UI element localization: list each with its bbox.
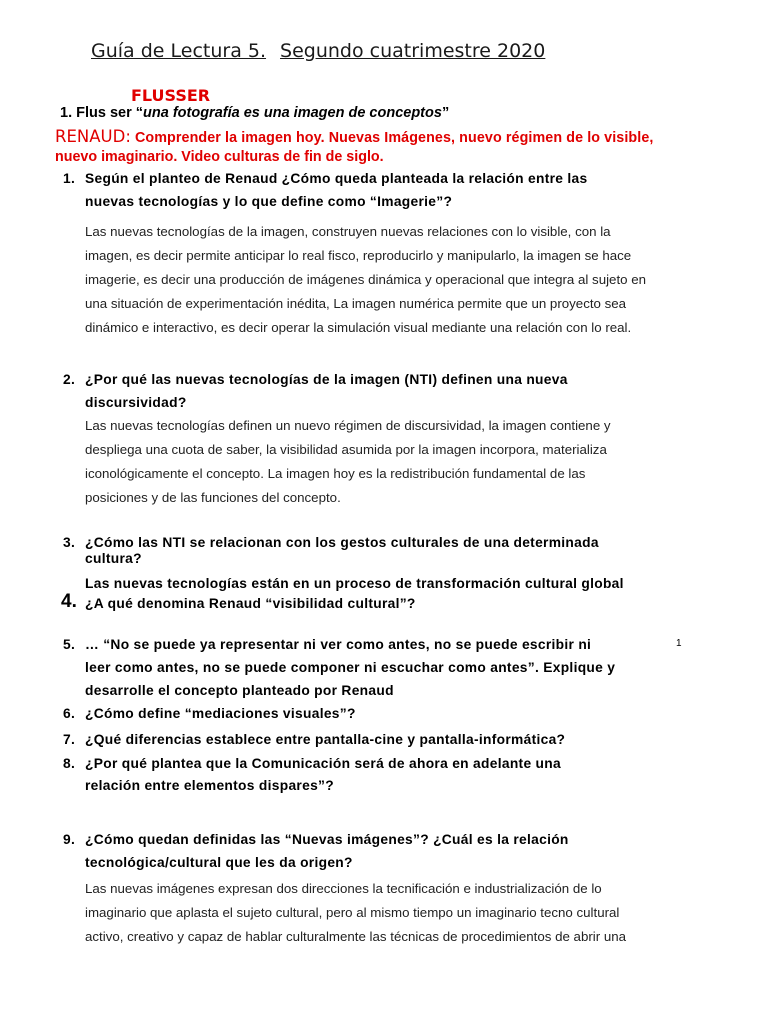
page-number: 1: [676, 638, 682, 649]
q1-line1: Según el planteo de Renaud ¿Cómo queda planteada la relación entre las: [85, 171, 588, 186]
q2-line1: ¿Por qué las nuevas tecnologías de la imagen (NTI) definen una nueva: [85, 372, 568, 387]
q2-line2: discursividad?: [85, 395, 187, 410]
renaud-colon: :: [125, 127, 131, 146]
flusser-q-num: 1.: [60, 105, 73, 121]
q6-line1: ¿Cómo define “mediaciones visuales”?: [85, 706, 356, 721]
q5-line2: leer como antes, no se puede componer ni escuchar como antes”. Explique y: [85, 660, 616, 675]
q4-line1: ¿A qué denomina Renaud “visibilidad cultural”?: [85, 596, 416, 611]
q5-number: 5.: [63, 637, 76, 652]
title-guide: Guía de Lectura 5.: [91, 40, 267, 62]
q9-number: 9.: [63, 832, 76, 847]
q7-number: 7.: [63, 732, 76, 747]
q1-line2: nuevas tecnologías y lo que define como “Imagerie”?: [85, 194, 453, 209]
renaud-heading: [55, 127, 653, 146]
page-title: [91, 40, 545, 62]
a1-line3: imagerie, es decir una producción de imágenes dinámica y operacional que integra al sujeto en: [85, 272, 647, 287]
a9-line2: imaginario que aplasta el sujeto cultural, pero al mismo tiempo un imaginario tecno cultural: [85, 905, 620, 920]
q8-line2: relación entre elementos dispares”?: [85, 778, 334, 793]
q9-line2: tecnológica/cultural que les da origen?: [85, 855, 353, 870]
flusser-heading: FLUSSER: [131, 86, 211, 105]
q6-number: 6.: [63, 706, 76, 721]
a9-line3: activo, creativo y capaz de hablar culturalmente las técnicas de procedimientos de abrir una: [85, 929, 627, 944]
a2-line3: iconológicamente el concepto. La imagen hoy es la redistribución fundamental de las: [85, 466, 586, 481]
q8-number: 8.: [63, 756, 76, 771]
renaud-subtitle-2: nuevo imaginario. Video culturas de fin de siglo.: [55, 149, 384, 165]
a2-line4: posiciones y de las funciones del concepto.: [85, 490, 341, 505]
q1-number: 1.: [63, 171, 76, 186]
a1-line5: dinámico e interactivo, es decir operar la simulación visual mediante una relación con lo real.: [85, 320, 632, 335]
q3-line2: cultura?: [85, 551, 142, 566]
a3-text: Las nuevas tecnologías están en un proceso de transformación cultural global: [85, 576, 624, 591]
q3-line1: ¿Cómo las NTI se relacionan con los gestos culturales de una determinada: [85, 535, 599, 550]
a2-line1: Las nuevas tecnologías definen un nuevo régimen de discursividad, la imagen contiene y: [85, 418, 611, 433]
q4-number: 4.: [61, 591, 77, 612]
a1-line2: imagen, es decir permite anticipar lo real fisco, reproducirlo y manipularlo, la imagen se hace: [85, 248, 632, 263]
a9-line1: Las nuevas imágenes expresan dos direcciones la tecnificación e industrialización de lo: [85, 881, 602, 896]
q2-number: 2.: [63, 372, 76, 387]
q5-line1: … “No se puede ya representar ni ver como antes, no se puede escribir ni: [85, 637, 592, 652]
flusser-q-italic: una fotografía es una imagen de conceptos: [143, 105, 442, 121]
flusser-q-prefix: Flus ser “: [76, 105, 144, 121]
renaud-subtitle-1: Comprender la imagen hoy. Nuevas Imágenes, nuevo régimen de lo visible,: [130, 130, 654, 146]
flusser-q-suffix: ”: [441, 105, 450, 121]
renaud-label: RENAUD: [55, 127, 126, 146]
q5-line3: desarrolle el concepto planteado por Renaud: [85, 683, 394, 698]
q3-number: 3.: [63, 535, 76, 550]
q8-line1: ¿Por qué plantea que la Comunicación será de ahora en adelante una: [85, 756, 561, 771]
a1-line4: una situación de experimentación inédita, La imagen numérica permite que un proyecto sea: [85, 296, 627, 311]
a2-line2: despliega una cuota de saber, la visibilidad asumida por la imagen incorpora, materializa: [85, 442, 607, 457]
q7-line1: ¿Qué diferencias establece entre pantalla-cine y pantalla-informática?: [85, 732, 566, 747]
title-semester: Segundo cuatrimestre 2020: [280, 40, 546, 62]
a1-line1: Las nuevas tecnologías de la imagen, construyen nuevas relaciones con lo visible, con la: [85, 224, 611, 239]
flusser-question: [60, 105, 449, 121]
q9-line1: ¿Cómo quedan definidas las “Nuevas imágenes”? ¿Cuál es la relación: [85, 832, 569, 847]
